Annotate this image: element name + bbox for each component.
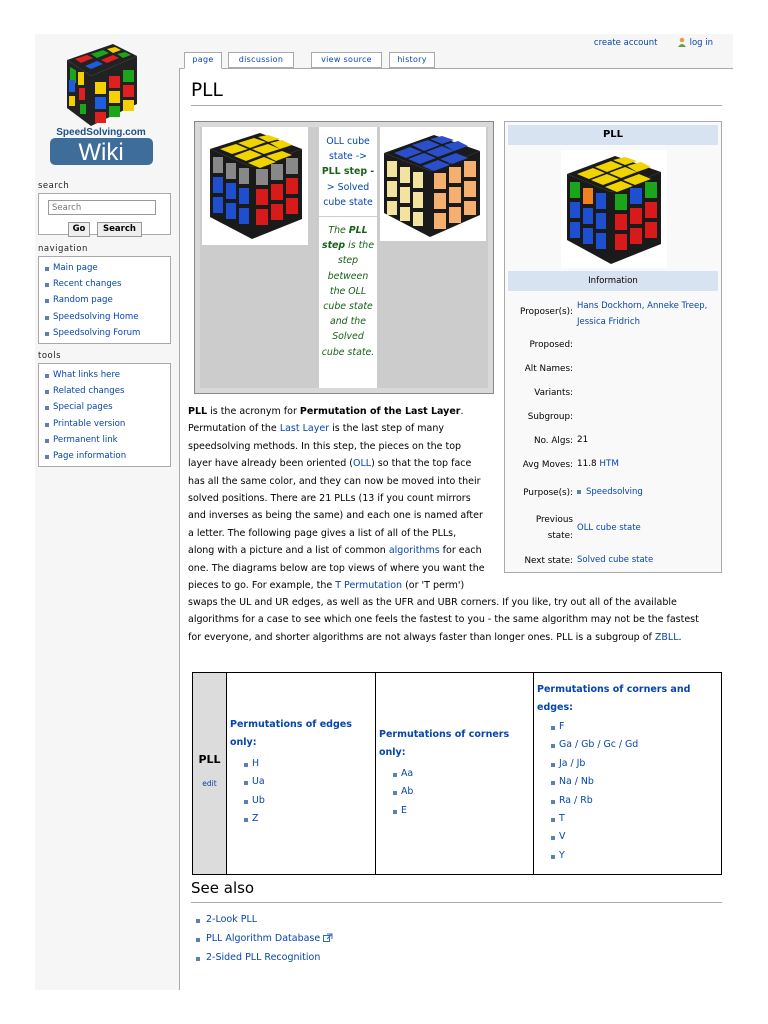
see-also-pll-algorithm-database[interactable]: PLL Algorithm Database <box>196 930 333 950</box>
search-button[interactable]: Search <box>97 222 142 237</box>
search-portlet-title: search <box>38 181 70 191</box>
nav-item-main-page[interactable]: Main page <box>45 260 170 276</box>
pll-ub-link[interactable]: Ub <box>244 792 375 810</box>
algorithms-link[interactable]: algorithms <box>388 545 440 557</box>
oll-link[interactable]: OLL <box>353 458 372 470</box>
tools-item-special-pages[interactable]: Special pages <box>45 399 170 415</box>
navigation-portlet <box>38 256 171 344</box>
infobox-row-previous-state: Previous state: OLL cube state <box>505 512 721 546</box>
corners-only-title: Permutations of corners only: <box>379 729 510 758</box>
tab-history[interactable]: history <box>389 52 435 68</box>
next-state-link[interactable]: Solved cube state <box>577 555 654 565</box>
tab-discussion[interactable]: discussion <box>228 52 294 68</box>
tools-item-printable-version[interactable]: Printable version <box>45 416 170 432</box>
see-also-list <box>196 911 333 968</box>
pll-navbox <box>192 672 722 875</box>
logo-wiki-text: Wiki <box>78 139 124 166</box>
tab-view-source[interactable]: view source <box>311 52 382 68</box>
last-layer-link[interactable]: Last Layer <box>279 423 330 435</box>
tools-item-related-changes[interactable]: Related changes <box>45 383 170 399</box>
htm-link[interactable]: HTM <box>599 459 619 469</box>
infobox: PLL Information Proposer(s): Hans Dockhorn, Anneke Treep, Jessica Fridrich Proposed: Alt Names: Variants: Subgroup: No. Algs: 21 Avg Moves: 11.8 HTM Purpose(s): Speedsolving Previous state: OLL cube state Next state: Solved cube state <box>504 121 722 573</box>
nav-item-speedsolving-forum[interactable]: Speedsolving Forum <box>45 325 170 341</box>
pll-navbox-label: PLL <box>198 753 221 766</box>
tools-item-what-links-here[interactable]: What links here <box>45 367 170 383</box>
oll-cube-state-link[interactable]: OLL cube state -> <box>326 136 370 163</box>
pll-f-link[interactable]: F <box>551 718 721 736</box>
edges-only-cell <box>227 673 376 874</box>
zbll-link[interactable]: ZBLL <box>654 631 679 643</box>
infobox-title: PLL <box>508 125 718 145</box>
pll-h-link[interactable]: H <box>244 755 375 773</box>
tools-portlet <box>38 363 171 467</box>
see-also-2-look-pll[interactable]: 2-Look PLL <box>196 911 333 930</box>
tools-item-page-information[interactable]: Page information <box>45 448 170 464</box>
pll-v-link[interactable]: V <box>551 828 721 846</box>
nav-item-recent-changes[interactable]: Recent changes <box>45 276 170 292</box>
pll-navbox-label-cell <box>193 673 227 874</box>
tab-page[interactable]: page <box>184 52 222 69</box>
pll-n-links[interactable]: Na / Nb <box>551 773 721 791</box>
see-also-heading: See also <box>191 879 255 897</box>
heading-divider <box>191 105 722 106</box>
navigation-portlet-title: navigation <box>38 244 88 254</box>
pll-g-links[interactable]: Ga / Gb / Gc / Gd <box>551 736 721 754</box>
speedsolving-purpose-link[interactable]: Speedsolving <box>586 487 643 497</box>
personal-links <box>594 37 713 50</box>
proposers-links[interactable]: Hans Dockhorn, Anneke Treep, Jessica Fridrich <box>577 301 708 327</box>
lead-figure <box>194 121 494 394</box>
t-permutation-link[interactable]: T Permutation <box>335 580 403 592</box>
corners-and-edges-cell <box>534 673 721 874</box>
go-button[interactable]: Go <box>68 222 90 237</box>
pll-t-link[interactable]: T <box>551 810 721 828</box>
pll-ua-link[interactable]: Ua <box>244 773 375 791</box>
oll-cube-icon <box>202 127 308 245</box>
user-icon <box>677 37 687 50</box>
external-link-icon <box>323 931 333 950</box>
previous-state-link[interactable]: OLL cube state <box>577 523 641 533</box>
pll-ab-link[interactable]: Ab <box>393 783 533 801</box>
infobox-information-header: Information <box>508 271 718 291</box>
edit-link[interactable]: edit <box>202 779 217 788</box>
search-input[interactable] <box>48 200 156 215</box>
solved-cube-icon <box>380 127 486 241</box>
log-in-link[interactable]: log in <box>689 38 713 48</box>
create-account-link[interactable]: create account <box>593 38 658 48</box>
solved-cube-image[interactable] <box>380 127 486 241</box>
pll-j-links[interactable]: Ja / Jb <box>551 755 721 773</box>
pll-cube-icon <box>561 150 667 268</box>
infobox-cube-image[interactable] <box>561 150 667 268</box>
figure-caption <box>319 127 377 388</box>
solved-cube-state-link[interactable]: > Solved cube state <box>323 181 373 208</box>
pll-step-label: PLL step - <box>321 166 375 178</box>
nav-item-speedsolving-home[interactable]: Speedsolving Home <box>45 309 170 325</box>
search-portlet <box>38 193 171 235</box>
pll-e-link[interactable]: E <box>393 802 533 820</box>
pll-y-link[interactable]: Y <box>551 847 721 865</box>
pll-z-link[interactable]: Z <box>244 810 375 828</box>
corners-only-cell <box>376 673 534 874</box>
logo-site-name: SpeedSolving.com <box>56 127 146 138</box>
site-logo[interactable] <box>45 40 157 166</box>
tools-item-permanent-link[interactable]: Permanent link <box>45 432 170 448</box>
pll-aa-link[interactable]: Aa <box>393 765 533 783</box>
corners-and-edges-title: Permutations of corners and edges: <box>537 684 691 713</box>
oll-cube-image[interactable] <box>202 127 308 245</box>
edges-only-title: Permutations of edges only: <box>230 719 352 748</box>
infobox-row-proposers: Proposer(s): Hans Dockhorn, Anneke Treep, Jessica Fridrich <box>505 298 721 332</box>
page-title: PLL <box>191 80 223 101</box>
intro-paragraph: PLL is the acronym for Permutation of the Last Layer. Permutation of the Last Layer is the last step of many speedsolving methods. In this step, the pieces on the top layer have already been oriented (OLL) so that the top face has all the same color, and they can now be moved into their solved positions. There are 21 PLLs (13 if you count mirrors and inverses as being the same) and each one is named after a letter. The following page gives a list of all of the PLLs, along with a picture and a list of common algorithms for each one. The diagrams below are top views of where you want the pieces to go. For example, the T Permutation (or 'T perm') <box>188 406 485 592</box>
intro-paragraph-continued: swaps the UL and UR edges, as well as the UFR and UBR corners. If you like, try out all of the available algorithms for a case to see which one feels the fastest to you - the same algorithm may not be the fastest for everyone, and shorter algorithms are not always faster than longer ones. PLL is a subgroup of ZBLL. <box>188 597 699 643</box>
see-also-2-sided-pll-recognition[interactable]: 2-Sided PLL Recognition <box>196 949 333 968</box>
see-also-divider <box>191 902 722 903</box>
tools-portlet-title: tools <box>38 351 62 361</box>
nav-item-random-page[interactable]: Random page <box>45 292 170 308</box>
pll-r-links[interactable]: Ra / Rb <box>551 792 721 810</box>
caption-text: The PLL step is the step between the OLL cube state and the Solved cube state. <box>319 216 377 360</box>
rubiks-cube-logo-icon <box>45 40 157 166</box>
